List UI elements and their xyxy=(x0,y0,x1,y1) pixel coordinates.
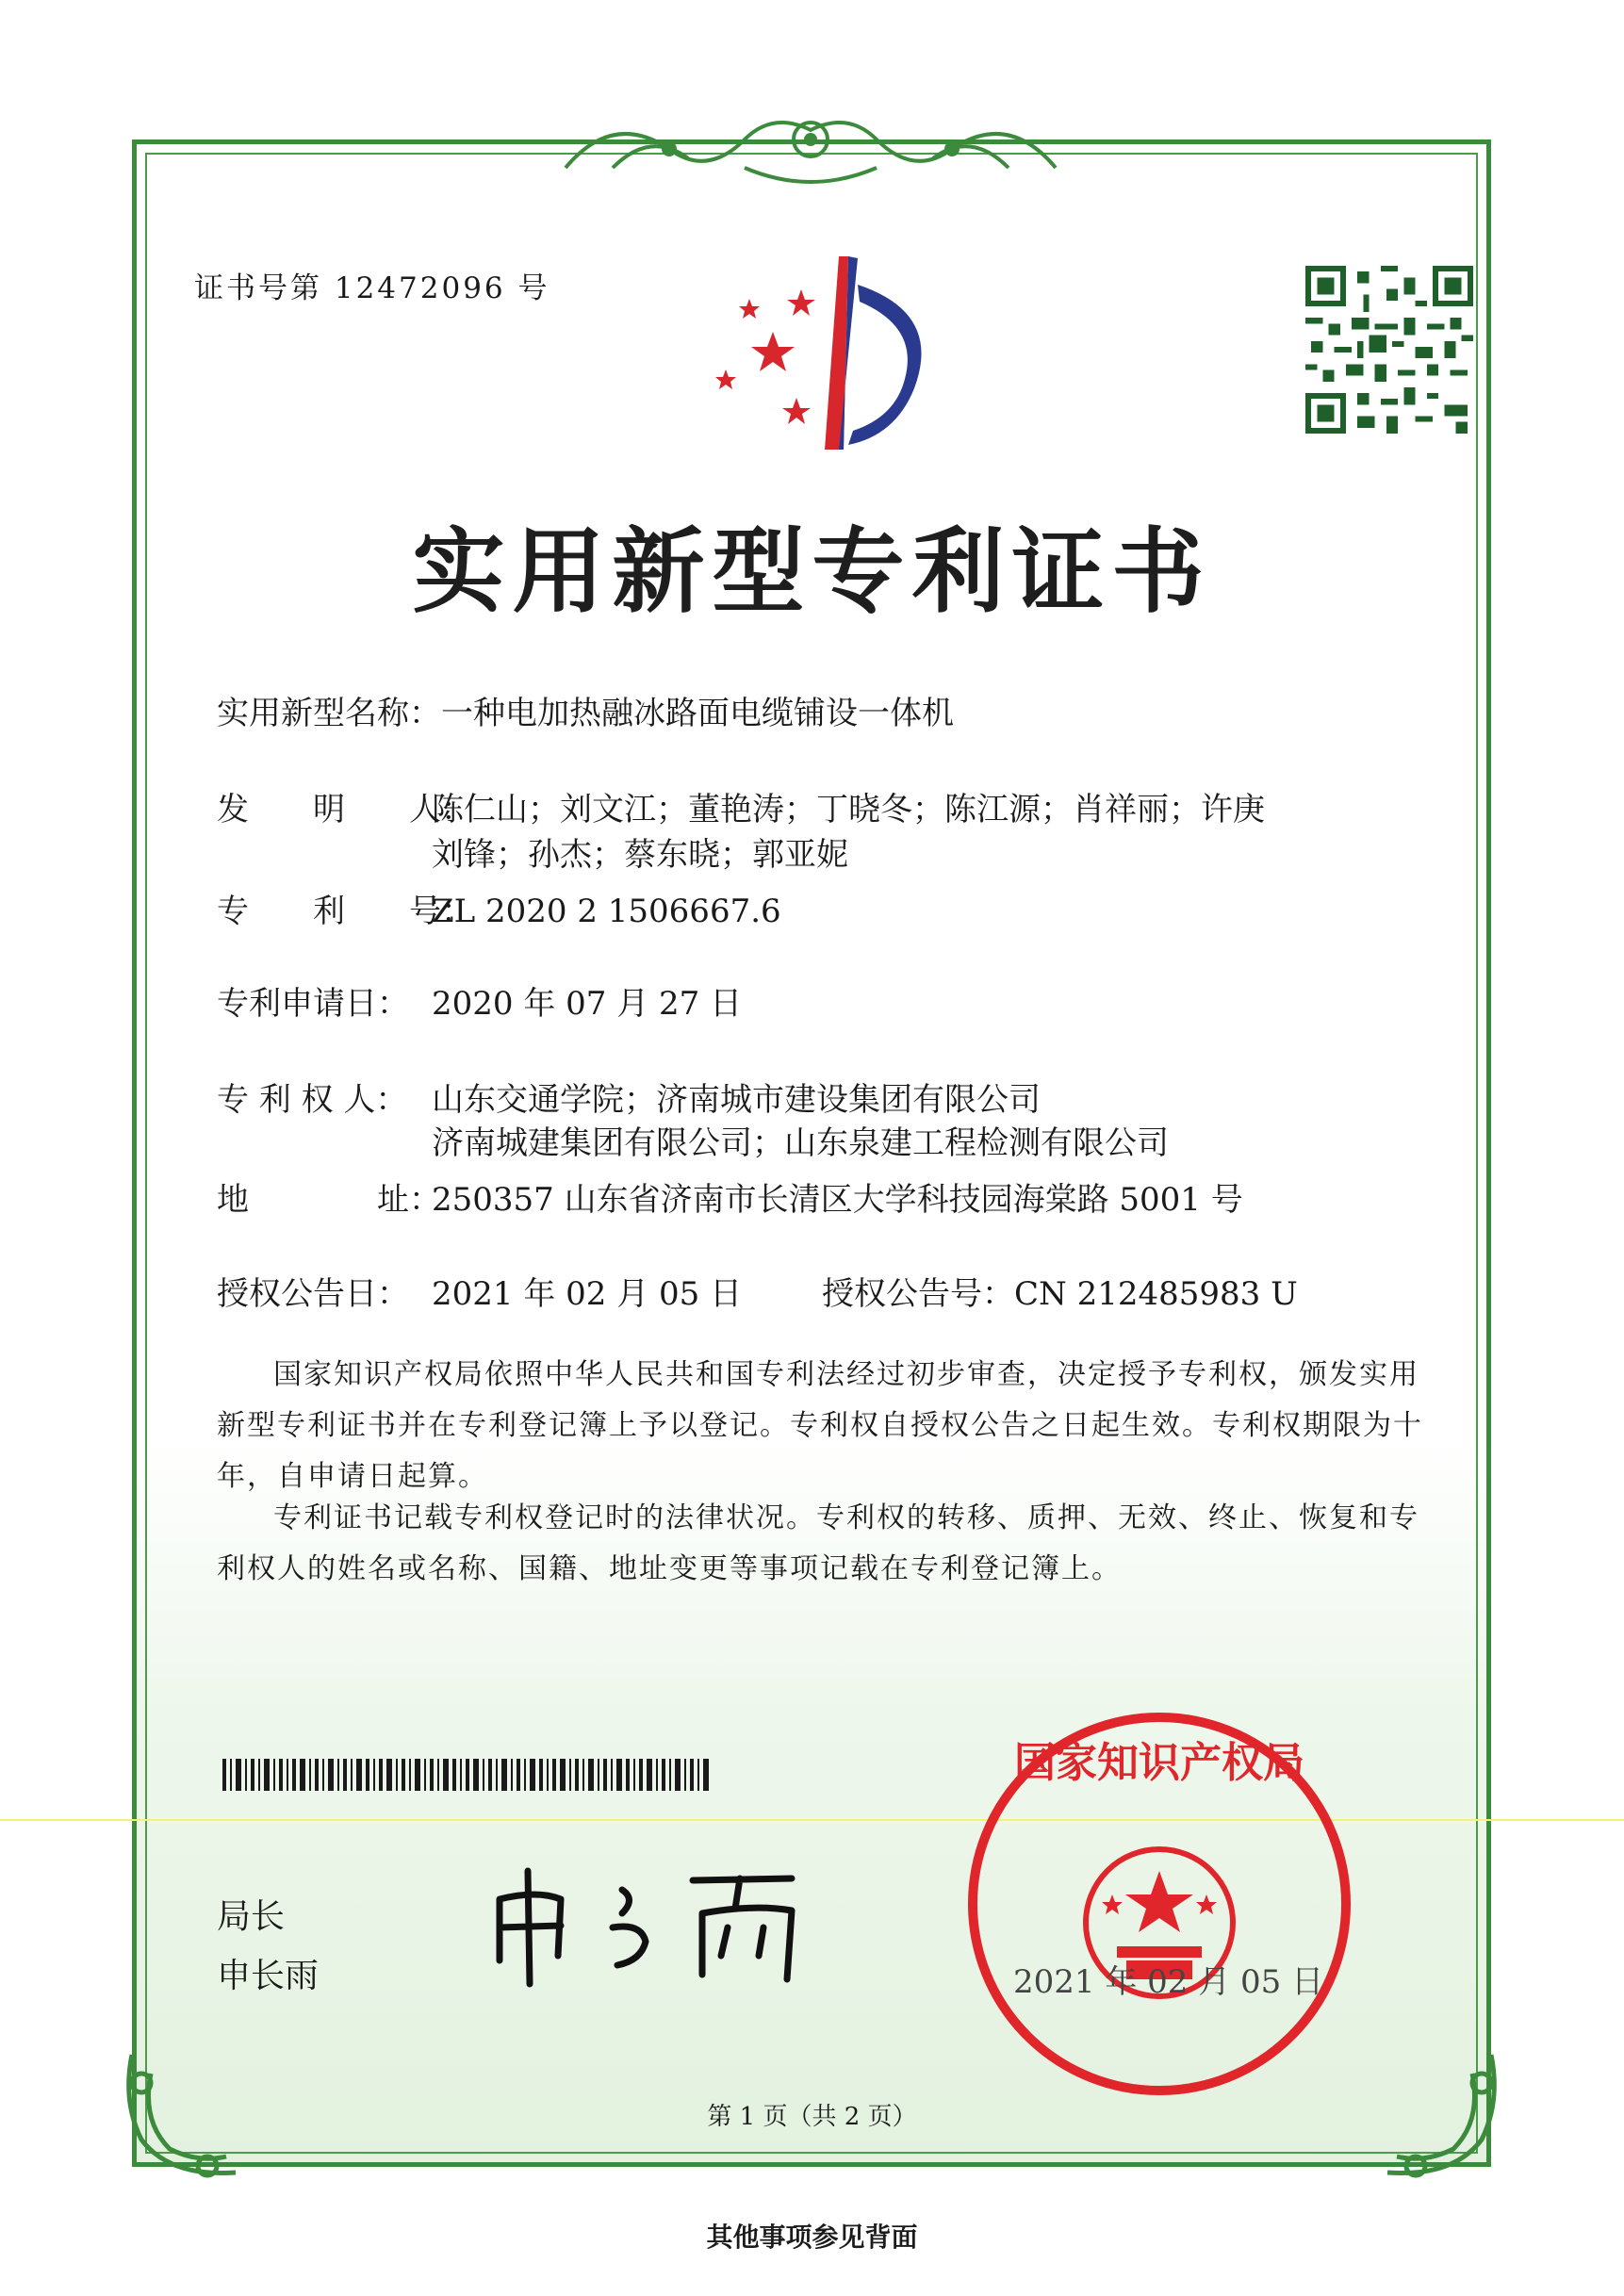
utility-model-name-row xyxy=(217,697,954,730)
grant-date-value: 2021 年 02 月 05 日 xyxy=(432,1275,743,1313)
certificate-number-value: 12472096 xyxy=(334,271,506,305)
certificate-number-suffix: 号 xyxy=(517,271,550,305)
certificate-number xyxy=(194,264,550,306)
grant-number-value: CN 212485983 U xyxy=(1014,1275,1298,1313)
utility-model-name-label: 实用新型名称： xyxy=(217,695,441,732)
patent-number-value: ZL 2020 2 1506667.6 xyxy=(432,893,781,930)
page-indicator: 第 1 页（共 2 页） xyxy=(707,2103,917,2131)
address-row xyxy=(217,1181,1243,1219)
director-name: 申长雨 xyxy=(217,1957,320,1995)
address-value: 250357 山东省济南市长清区大学科技园海棠路 5001 号 xyxy=(432,1181,1243,1219)
inventors-line2: 刘锋；孙杰；蔡东晓；郭亚妮 xyxy=(432,836,848,874)
patentee-line2: 济南城建集团有限公司；山东泉建工程检测有限公司 xyxy=(432,1124,1169,1162)
seal-date: 2021 年 02 月 05 日 xyxy=(1013,1963,1324,2001)
application-date-label: 专利申请日： xyxy=(217,985,409,1023)
patentee-row xyxy=(217,1081,1041,1119)
official-seal-icon xyxy=(961,1706,1357,2102)
grant-number-row xyxy=(822,1275,1298,1313)
barcode-icon xyxy=(222,1759,713,1791)
patent-number-label: 专 利 号： xyxy=(217,893,473,930)
application-date-value: 2020 年 07 月 27 日 xyxy=(432,985,743,1023)
director-title: 局长 xyxy=(217,1897,286,1936)
utility-model-name-value: 一种电加热融冰路面电缆铺设一体机 xyxy=(441,695,954,732)
certificate-title: 实用新型专利证书 xyxy=(412,517,1212,626)
inventors-row xyxy=(217,791,1265,828)
patentee-line1: 山东交通学院；济南城市建设集团有限公司 xyxy=(432,1081,1041,1119)
inventors-label: 发 明 人： xyxy=(217,791,473,828)
inventors-line1: 陈仁山；刘文江；董艳涛；丁晓冬；陈江源；肖祥丽；许庚 xyxy=(432,791,1265,828)
patent-number-row xyxy=(217,893,781,930)
grant-number-label: 授权公告号： xyxy=(822,1275,1014,1313)
body-paragraph-1: 国家知识产权局依照中华人民共和国专利法经过初步审查，决定授予专利权，颁发实用新型专利证书并在专利登记簿上予以登记。专利权自授权公告之日起生效。专利权期限为十年，自申请日起算。 xyxy=(217,1358,1423,1493)
scan-line xyxy=(0,1819,1624,1821)
qr-code-icon xyxy=(1305,266,1473,434)
grant-date-label: 授权公告日： xyxy=(217,1275,409,1313)
patentee-label: 专 利 权 人： xyxy=(217,1081,408,1119)
grant-date-row xyxy=(217,1275,743,1313)
cnipa-emblem-icon xyxy=(697,247,952,454)
body-paragraph-2: 专利证书记载专利权登记时的法律状况。专利权的转移、质押、无效、终止、恢复和专利权人的姓名或名称、国籍、地址变更等事项记载在专利登记簿上。 xyxy=(217,1501,1419,1585)
back-note: 其他事项参见背面 xyxy=(706,2222,918,2253)
address-label: 地 址： xyxy=(217,1181,441,1219)
certificate-number-label: 证书号第 xyxy=(194,271,322,305)
signature-icon xyxy=(481,1852,858,1993)
top-ornament-icon xyxy=(556,102,1065,187)
application-date-row xyxy=(217,985,743,1023)
seal-text: 国家知识产权局 xyxy=(1014,1739,1304,1787)
